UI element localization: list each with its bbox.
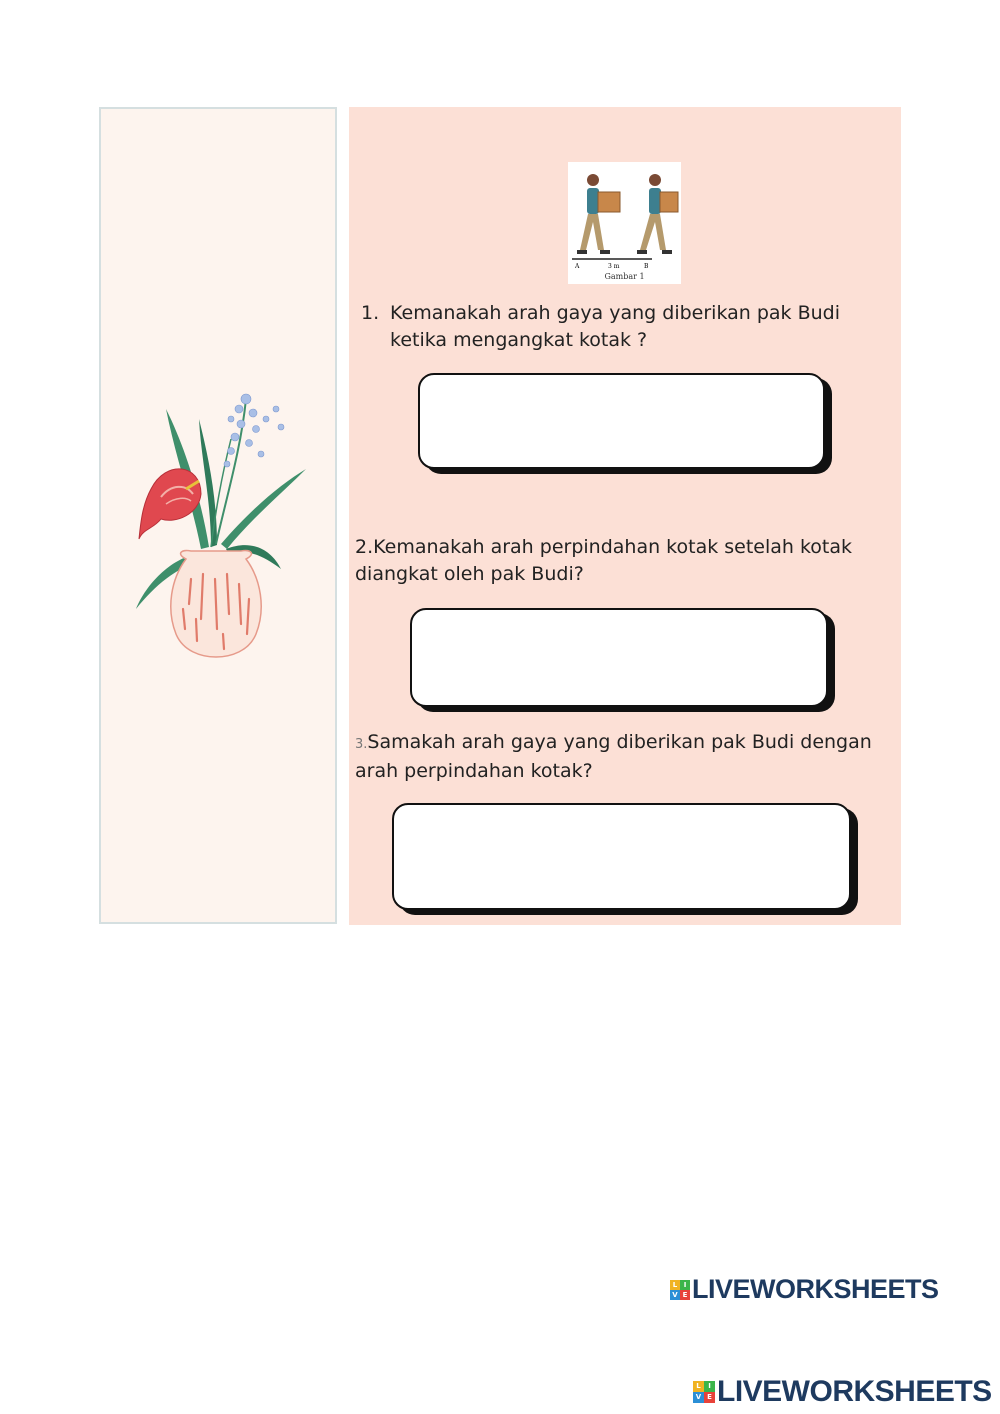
question-3-number: 3. bbox=[355, 737, 368, 752]
flower-vase-illustration bbox=[131, 379, 311, 659]
question-2-number: 2. bbox=[355, 536, 374, 558]
liveworksheets-logo-text: LIVEWORKSHEETS bbox=[692, 1274, 939, 1304]
question-1-text: Kemanakah arah gaya yang diberikan pak Budi ketika mengangkat kotak ? bbox=[390, 302, 841, 351]
question-2 bbox=[355, 534, 875, 588]
decorative-side-panel bbox=[99, 107, 337, 924]
figure-label-distance: 3 m bbox=[608, 263, 620, 270]
figure-man-carrying-box bbox=[568, 162, 681, 284]
liveworksheets-footer-logo bbox=[693, 1375, 992, 1409]
question-3 bbox=[355, 729, 895, 785]
answer-box-2[interactable] bbox=[410, 608, 828, 707]
man-carrying-box-illustration bbox=[568, 162, 681, 270]
figure-caption: Gambar 1 bbox=[604, 272, 645, 281]
question-3-text: Samakah arah gaya yang diberikan pak Budi dengan arah perpindahan kotak? bbox=[355, 731, 872, 782]
liveworksheets-logo bbox=[670, 1274, 939, 1305]
question-1-number: 1. bbox=[361, 302, 380, 324]
answer-box-1[interactable] bbox=[418, 373, 825, 469]
liveworksheets-logo-icon: L I V E bbox=[670, 1280, 690, 1300]
liveworksheets-footer-logo-text: LIVEWORKSHEETS bbox=[717, 1375, 992, 1408]
figure-label-a: A bbox=[575, 263, 580, 270]
question-2-text: Kemanakah arah perpindahan kotak setelah kotak diangkat oleh pak Budi? bbox=[355, 536, 853, 585]
figure-label-b: B bbox=[644, 263, 649, 270]
worksheet-panel bbox=[349, 107, 901, 925]
answer-box-3[interactable] bbox=[392, 803, 851, 910]
liveworksheets-footer-logo-icon: L I V E bbox=[693, 1381, 715, 1403]
